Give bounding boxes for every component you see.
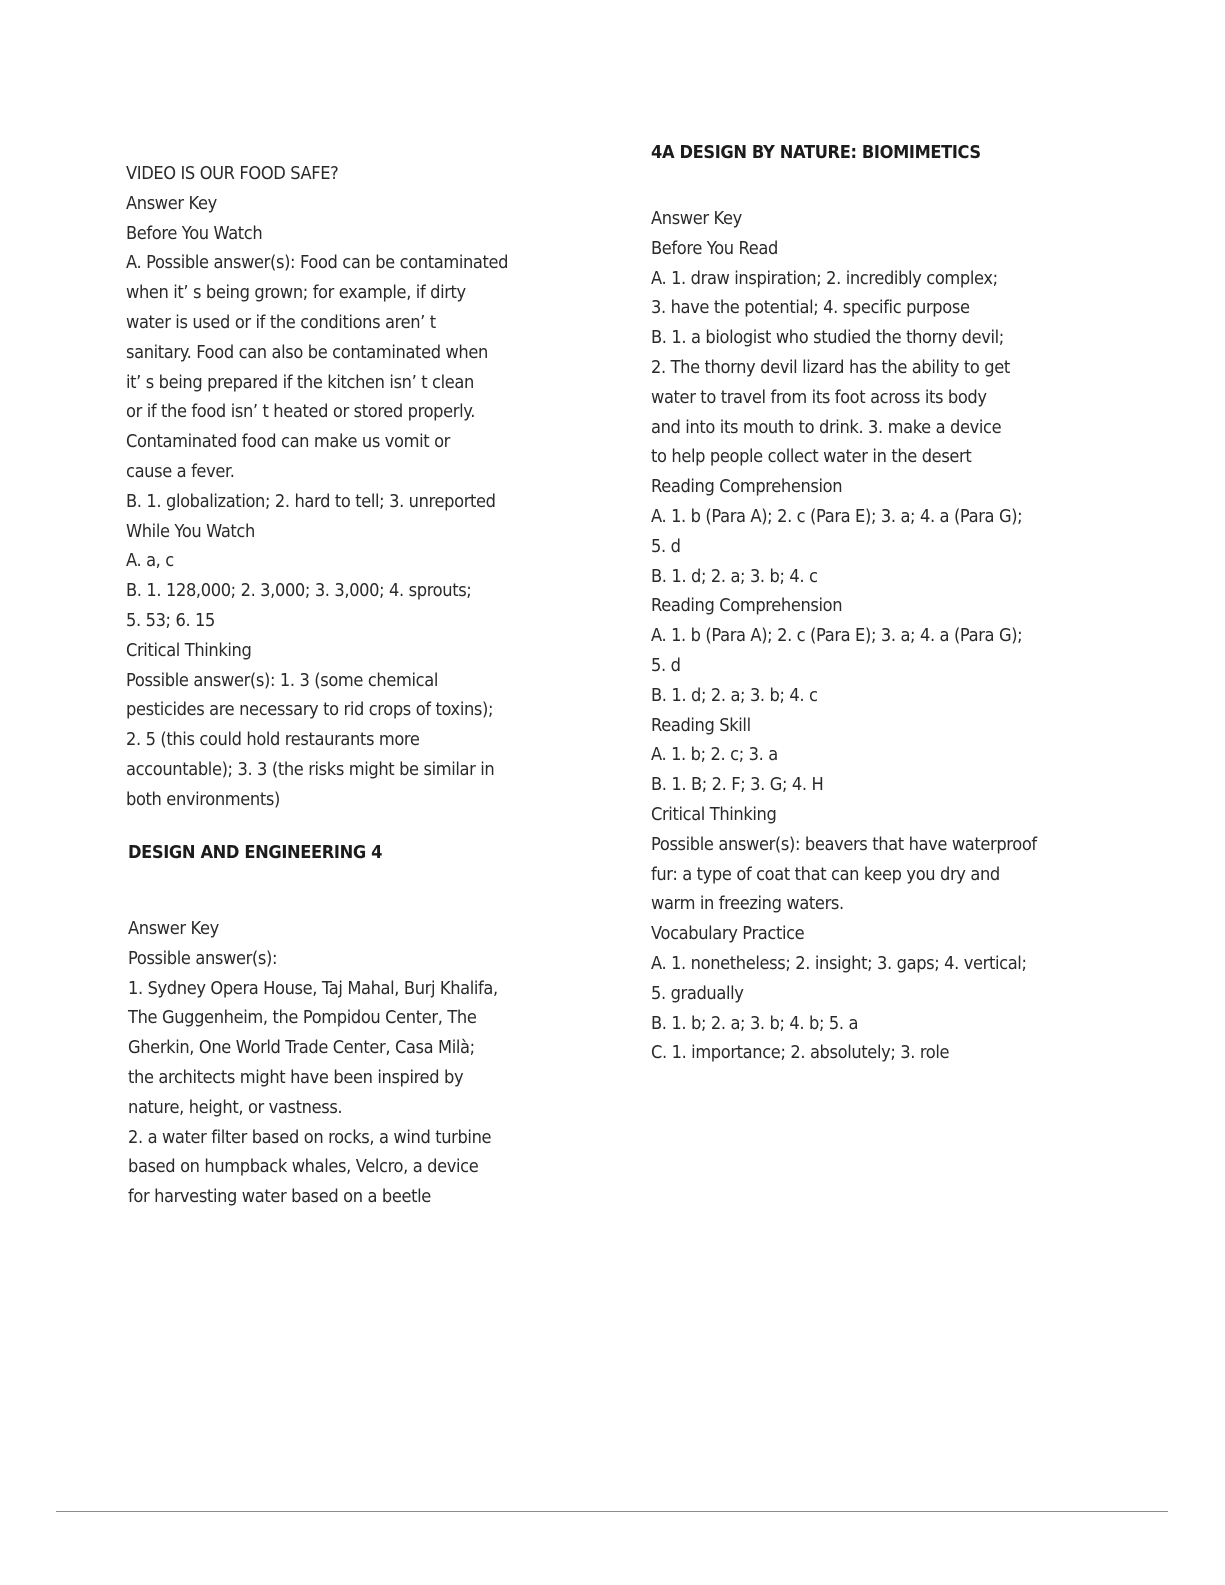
text-line: based on humpback whales, Velcro, a device: [128, 1157, 479, 1178]
text-line: sanitary. Food can also be contaminated when: [126, 342, 488, 363]
design-engineering-answer-key: [128, 915, 568, 1213]
text-line: A. a, c: [126, 551, 174, 572]
text-line: 5. d: [651, 536, 681, 557]
text-line: accountable); 3. 3 (the risks might be similar in: [126, 759, 495, 780]
text-line: Vocabulary Practice: [651, 924, 805, 945]
text-line: Reading Comprehension: [651, 596, 843, 617]
text-line: B. 1. globalization; 2. hard to tell; 3. unreported: [126, 491, 496, 512]
biomimetics-heading: 4A DESIGN BY NATURE: BIOMIMETICS: [651, 143, 981, 163]
text-line: A. 1. b; 2. c; 3. a: [651, 745, 778, 766]
text-line: B. 1. d; 2. a; 3. b; 4. c: [651, 566, 818, 587]
text-line: 3. have the potential; 4. specific purpose: [651, 298, 970, 319]
text-line: C. 1. importance; 2. absolutely; 3. role: [651, 1043, 950, 1064]
text-line: when it’ s being grown; for example, if dirty: [126, 283, 466, 304]
text-line: B. 1. 128,000; 2. 3,000; 3. 3,000; 4. sprouts;: [126, 581, 472, 602]
biomimetics-answer-key: [651, 205, 1111, 1069]
text-line: Before You Read: [651, 238, 778, 259]
text-line: Gherkin, One World Trade Center, Casa Milà;: [128, 1038, 475, 1059]
text-line: Possible answer(s):: [128, 948, 278, 969]
text-line: 1. Sydney Opera House, Taj Mahal, Burj Khalifa,: [128, 978, 498, 999]
text-line: it’ s being prepared if the kitchen isn’ t clean: [126, 372, 474, 393]
text-line: water to travel from its foot across its body: [651, 387, 987, 408]
text-line: nature, height, or vastness.: [128, 1097, 343, 1118]
text-line: Answer Key: [126, 193, 217, 214]
text-line: Answer Key: [128, 919, 219, 939]
text-line: warm in freezing waters.: [651, 894, 844, 915]
text-line: water is used or if the conditions aren’ t: [126, 312, 436, 333]
text-line: Reading Skill: [651, 715, 751, 736]
text-line: B. 1. B; 2. F; 3. G; 4. H: [651, 775, 824, 796]
text-line: cause a fever.: [126, 461, 235, 482]
footer-divider: [56, 1511, 1168, 1512]
text-line: Possible answer(s): 1. 3 (some chemical: [126, 670, 438, 691]
text-line: B. 1. a biologist who studied the thorny devil;: [651, 328, 1004, 349]
text-line: the architects might have been inspired by: [128, 1067, 464, 1088]
text-line: pesticides are necessary to rid crops of toxins);: [126, 700, 494, 721]
text-line: Answer Key: [651, 209, 742, 229]
text-line: 5. gradually: [651, 983, 744, 1004]
text-line: Reading Comprehension: [651, 477, 843, 498]
text-line: 5. 53; 6. 15: [126, 610, 216, 631]
text-line: The Guggenheim, the Pompidou Center, The: [128, 1008, 477, 1029]
text-line: 5. d: [651, 655, 681, 676]
text-line: B. 1. d; 2. a; 3. b; 4. c: [651, 685, 818, 706]
text-line: A. Possible answer(s): Food can be contaminated: [126, 253, 509, 274]
text-line: Critical Thinking: [651, 804, 777, 825]
text-line: for harvesting water based on a beetle: [128, 1187, 431, 1208]
text-line: 2. 5 (this could hold restaurants more: [126, 730, 420, 751]
food-safety-answer-key: [126, 160, 566, 816]
text-line: Before You Watch: [126, 223, 263, 244]
text-line: VIDEO IS OUR FOOD SAFE?: [126, 164, 339, 184]
text-line: Critical Thinking: [126, 640, 252, 661]
text-line: 2. a water filter based on rocks, a wind turbine: [128, 1127, 492, 1148]
text-line: A. 1. draw inspiration; 2. incredibly complex;: [651, 268, 998, 289]
text-line: A. 1. b (Para A); 2. c (Para E); 3. a; 4. a (Para G);: [651, 506, 1023, 527]
text-line: fur: a type of coat that can keep you dry and: [651, 864, 1000, 885]
text-line: to help people collect water in the desert: [651, 447, 972, 468]
text-line: While You Watch: [126, 521, 255, 542]
design-engineering-heading: DESIGN AND ENGINEERING 4: [128, 843, 383, 863]
text-line: or if the food isn’ t heated or stored properly.: [126, 402, 475, 423]
text-line: Contaminated food can make us vomit or: [126, 432, 450, 453]
text-line: B. 1. b; 2. a; 3. b; 4. b; 5. a: [651, 1013, 859, 1034]
text-line: A. 1. b (Para A); 2. c (Para E); 3. a; 4. a (Para G);: [651, 626, 1023, 647]
text-line: 2. The thorny devil lizard has the ability to get: [651, 357, 1010, 378]
text-line: and into its mouth to drink. 3. make a device: [651, 417, 1002, 438]
text-line: A. 1. nonetheless; 2. insight; 3. gaps; 4. vertical;: [651, 953, 1027, 974]
text-line: Possible answer(s): beavers that have waterproof: [651, 834, 1037, 855]
text-line: both environments): [126, 789, 280, 810]
